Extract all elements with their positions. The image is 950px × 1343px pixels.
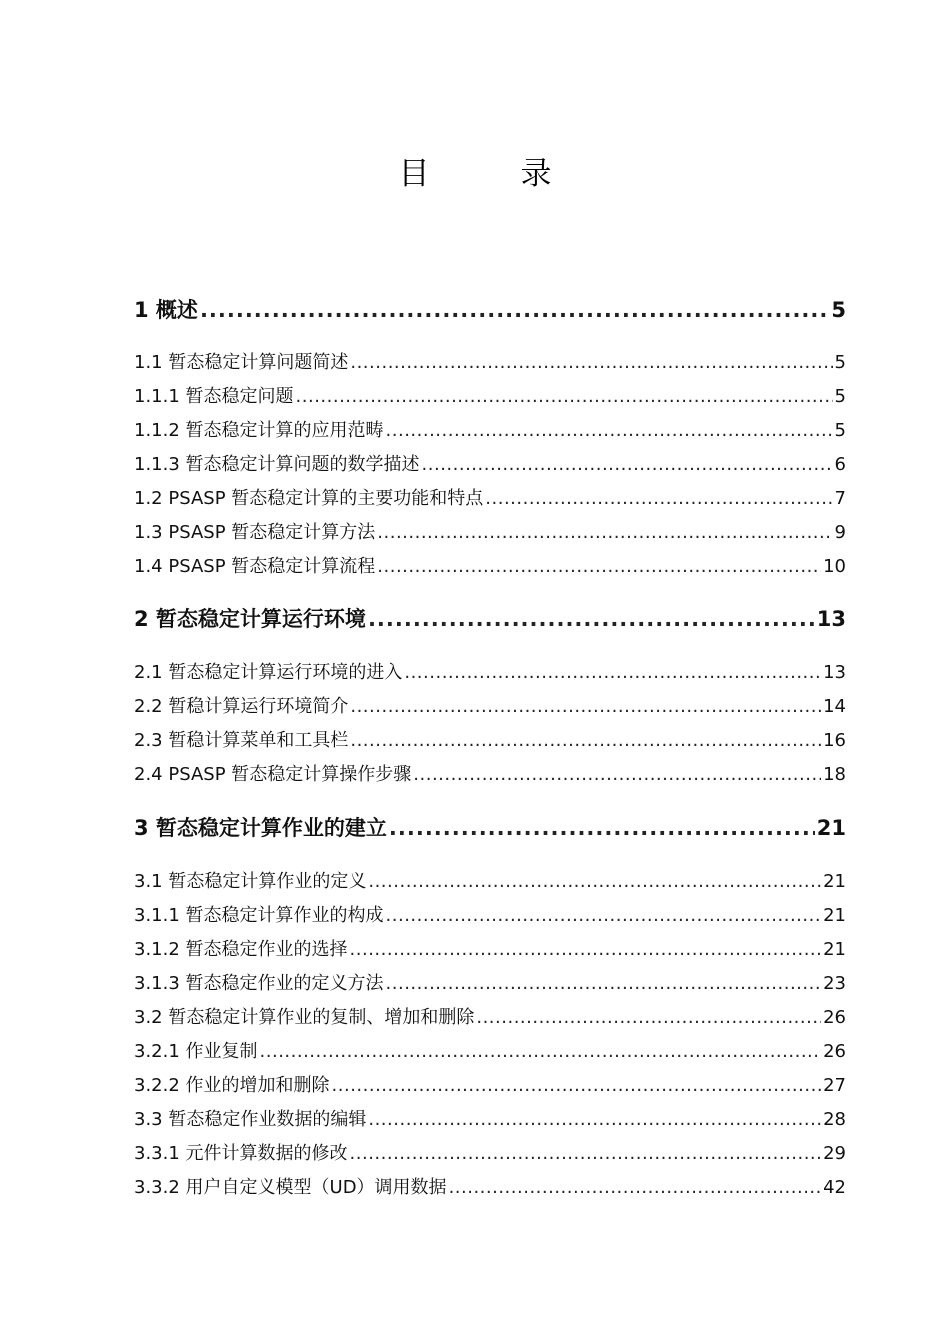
toc-entry-3-2-1[interactable] xyxy=(134,1039,846,1065)
toc-entry-2-4[interactable] xyxy=(134,762,846,788)
dot-leader xyxy=(200,295,829,325)
toc-entry-label: 2.1 暂态稳定计算运行环境的进入 xyxy=(134,662,403,683)
toc-entry-page: 26 xyxy=(823,1007,846,1028)
dot-leader xyxy=(386,971,822,997)
toc-entry-label: 3 暂态稳定计算作业的建立 xyxy=(134,816,387,840)
dot-leader xyxy=(350,728,821,754)
dot-leader xyxy=(449,1175,822,1201)
toc-entry-label: 3.3.2 用户自定义模型（UD）调用数据 xyxy=(134,1177,447,1198)
toc-entry-page: 23 xyxy=(823,973,846,994)
toc-entry-label: 3.1.1 暂态稳定计算作业的构成 xyxy=(134,905,384,926)
toc-entry-label: 3.1.2 暂态稳定作业的选择 xyxy=(134,939,348,960)
toc-entry-3-2-2[interactable] xyxy=(134,1073,846,1099)
toc-entry-2-1[interactable] xyxy=(134,660,846,686)
toc-entry-label: 1.1.1 暂态稳定问题 xyxy=(134,386,294,407)
toc-entry-3-3-2[interactable] xyxy=(134,1175,846,1201)
dot-leader xyxy=(368,1107,821,1133)
dot-leader xyxy=(350,937,822,963)
toc-entry-page: 28 xyxy=(823,1109,846,1130)
toc-entry-1-1-3[interactable] xyxy=(134,452,846,478)
toc-entry-label: 2.3 暂稳计算菜单和工具栏 xyxy=(134,730,349,751)
toc-entry-label: 2.2 暂稳计算运行环境简介 xyxy=(134,696,349,717)
toc-entry-page: 21 xyxy=(823,905,846,926)
toc-entry-label: 3.1 暂态稳定计算作业的定义 xyxy=(134,871,367,892)
toc-entry-label: 2 暂态稳定计算运行环境 xyxy=(134,607,366,631)
toc-entry-label: 3.2 暂态稳定计算作业的复制、增加和删除 xyxy=(134,1007,475,1028)
toc-entry-1-3[interactable] xyxy=(134,520,846,546)
toc-entry-1-2[interactable] xyxy=(134,486,846,512)
dot-leader xyxy=(377,520,832,546)
dot-leader xyxy=(413,762,821,788)
toc-entry-page: 27 xyxy=(823,1075,846,1096)
toc-entry-page: 26 xyxy=(823,1041,846,1062)
dot-leader xyxy=(476,1005,821,1031)
toc-entry-1-1[interactable] xyxy=(134,350,846,376)
toc-entry-page: 18 xyxy=(823,764,846,785)
toc-entry-label: 3.1.3 暂态稳定作业的定义方法 xyxy=(134,973,384,994)
toc-entry-label: 3.2.1 作业复制 xyxy=(134,1041,258,1062)
toc-entry-1-1-2[interactable] xyxy=(134,418,846,444)
dot-leader xyxy=(332,1073,822,1099)
toc-entry-page: 6 xyxy=(834,454,846,475)
dot-leader xyxy=(350,350,832,376)
toc-entry-page: 13 xyxy=(823,662,846,683)
toc-entry-page: 16 xyxy=(823,730,846,751)
toc-entry-page: 9 xyxy=(834,522,846,543)
dot-leader xyxy=(368,869,821,895)
toc-entry-3-3[interactable] xyxy=(134,1107,846,1133)
toc-entry-label: 3.3.1 元件计算数据的修改 xyxy=(134,1143,348,1164)
toc-entry-2-2[interactable] xyxy=(134,694,846,720)
toc-entry-page: 13 xyxy=(816,607,846,631)
toc-entry-page: 29 xyxy=(823,1143,846,1164)
toc-entry-chapter-3[interactable] xyxy=(134,813,846,843)
toc-entry-page: 5 xyxy=(834,352,846,373)
dot-leader xyxy=(422,452,833,478)
toc-entry-3-1-2[interactable] xyxy=(134,937,846,963)
toc-entry-label: 3.2.2 作业的增加和删除 xyxy=(134,1075,330,1096)
toc-entry-1-4[interactable] xyxy=(134,554,846,580)
toc-entry-3-1-1[interactable] xyxy=(134,903,846,929)
toc-entry-3-3-1[interactable] xyxy=(134,1141,846,1167)
toc-entry-3-1-3[interactable] xyxy=(134,971,846,997)
toc-entry-page: 7 xyxy=(834,488,846,509)
toc-entry-page: 42 xyxy=(823,1177,846,1198)
toc-entry-label: 1.2 PSASP 暂态稳定计算的主要功能和特点 xyxy=(134,488,484,509)
toc-entry-page: 5 xyxy=(834,386,846,407)
toc-entry-page: 10 xyxy=(823,556,846,577)
dot-leader xyxy=(389,813,815,843)
toc-title: 目 录 xyxy=(398,156,582,192)
dot-leader xyxy=(386,903,822,929)
toc-entry-1-1-1[interactable] xyxy=(134,384,846,410)
toc-entry-label: 1.1 暂态稳定计算问题简述 xyxy=(134,352,349,373)
toc-entry-label: 1.1.3 暂态稳定计算问题的数学描述 xyxy=(134,454,420,475)
dot-leader xyxy=(350,694,821,720)
toc-entry-2-3[interactable] xyxy=(134,728,846,754)
dot-leader xyxy=(260,1039,822,1065)
toc-entry-3-1[interactable] xyxy=(134,869,846,895)
dot-leader xyxy=(485,486,832,512)
toc-entry-label: 1.1.2 暂态稳定计算的应用范畴 xyxy=(134,420,384,441)
dot-leader xyxy=(377,554,821,580)
toc-entry-page: 21 xyxy=(816,816,846,840)
toc-entry-3-2[interactable] xyxy=(134,1005,846,1031)
dot-leader xyxy=(296,384,833,410)
toc-entry-label: 1.4 PSASP 暂态稳定计算流程 xyxy=(134,556,376,577)
toc-entry-page: 21 xyxy=(823,939,846,960)
dot-leader xyxy=(368,604,815,634)
dot-leader xyxy=(386,418,833,444)
toc-entry-chapter-1[interactable] xyxy=(134,295,846,325)
toc-entry-label: 3.3 暂态稳定作业数据的编辑 xyxy=(134,1109,367,1130)
dot-leader xyxy=(404,660,821,686)
toc-entry-page: 14 xyxy=(823,696,846,717)
toc-entry-chapter-2[interactable] xyxy=(134,604,846,634)
dot-leader xyxy=(350,1141,822,1167)
toc-entry-page: 21 xyxy=(823,871,846,892)
toc-entry-page: 5 xyxy=(834,420,846,441)
toc-entry-page: 5 xyxy=(831,298,846,322)
toc-entry-label: 2.4 PSASP 暂态稳定计算操作步骤 xyxy=(134,764,412,785)
toc-entry-label: 1 概述 xyxy=(134,298,198,322)
toc-entry-label: 1.3 PSASP 暂态稳定计算方法 xyxy=(134,522,376,543)
